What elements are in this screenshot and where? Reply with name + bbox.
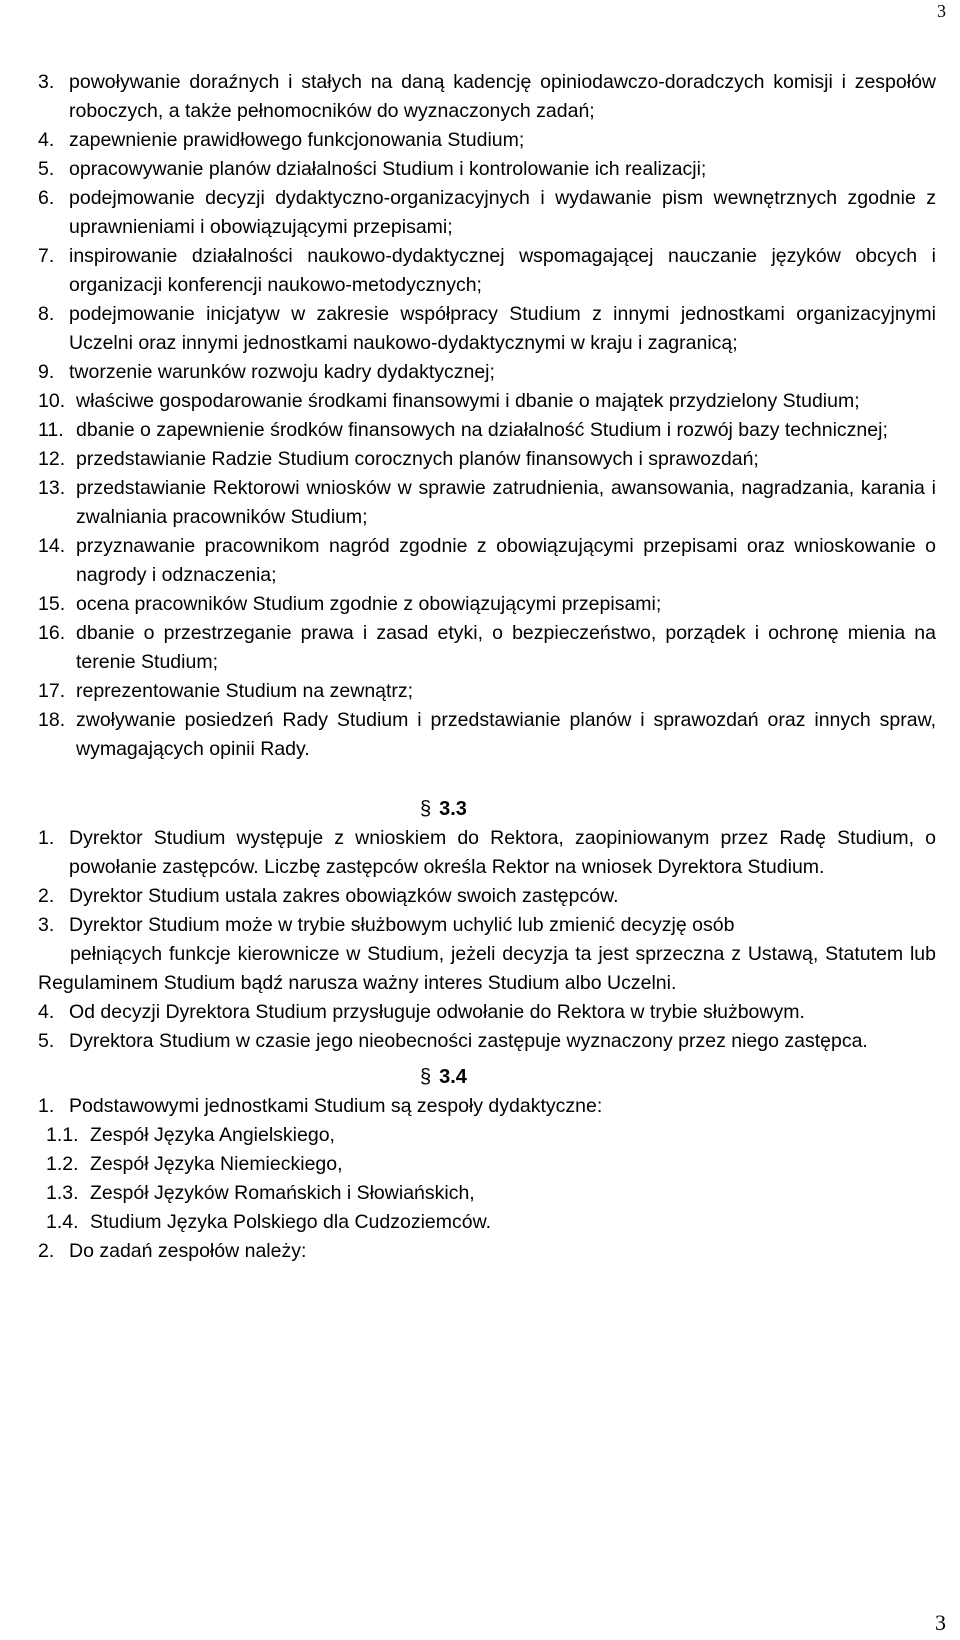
list-item: 5. opracowywanie planów działalności Studium i kontrolowanie ich realizacji; <box>38 158 707 180</box>
list-item: 3. Dyrektor Studium może w trybie służbowym uchylić lub zmienić decyzję osób <box>38 914 735 936</box>
section-heading-3-3: § 3.3 <box>420 798 467 820</box>
section-heading-3-4: § 3.4 <box>420 1066 467 1088</box>
section-3-3-list <box>38 824 936 1056</box>
sub-list-item: 1.4. Studium Języka Polskiego dla Cudzoziemców. <box>46 1211 492 1233</box>
list-item: 5. Dyrektora Studium w czasie jego nieobecności zastępuje wyznaczony przez niego zastępca. <box>38 1030 868 1052</box>
list-item: 14. przyznawanie pracownikom nagród zgodnie z obowiązującymi przepisami oraz wnioskowanie o nagrody i odznaczenia; <box>38 535 936 586</box>
section-sign: § <box>420 1066 432 1088</box>
list-item: 2. Do zadań zespołów należy: <box>38 1240 307 1262</box>
list-item: 1. Dyrektor Studium występuje z wnioskiem do Rektora, zaopiniowanym przez Radę Studium, o powołanie zastępców. Liczbę zastępców określa Rektor na wniosek Dyrektora Studium. <box>38 827 936 878</box>
list-item: 9. tworzenie warunków rozwoju kadry dydaktycznej; <box>38 361 495 383</box>
list-item: 11. dbanie o zapewnienie środków finansowych na działalność Studium i rozwój bazy technicznej; <box>38 419 888 441</box>
list-item: 2. Dyrektor Studium ustala zakres obowiązków swoich zastępców. <box>38 885 619 907</box>
page-number-bottom: 3 <box>935 1610 946 1635</box>
duties-list <box>38 68 936 764</box>
sub-list-item: 1.3. Zespół Języków Romańskich i Słowiańskich, <box>46 1182 475 1204</box>
list-item: 13. przedstawianie Rektorowi wniosków w sprawie zatrudnienia, awansowania, nagradzania, karania i zwalniania pracowników Studium; <box>38 477 936 528</box>
list-item: 17. reprezentowanie Studium na zewnątrz; <box>38 680 414 702</box>
list-item: 3. powoływanie doraźnych i stałych na daną kadencję opiniodawczo-doradczych komisji i zespołów roboczych, a także pełnomocników do wyznaczonych zadań; <box>38 71 936 122</box>
list-item: 4. zapewnienie prawidłowego funkcjonowania Studium; <box>38 129 525 151</box>
page-number-top: 3 <box>937 1 946 21</box>
section-3-4-list <box>38 1092 936 1266</box>
list-item: 10. właściwe gospodarowanie środkami finansowymi i dbanie o majątek przydzielony Studium; <box>38 390 860 412</box>
document-body <box>38 68 936 1266</box>
section-sign: § <box>420 798 432 820</box>
list-item: 1. Podstawowymi jednostkami Studium są zespoły dydaktyczne: <box>38 1095 603 1117</box>
list-item: 6. podejmowanie decyzji dydaktyczno-organizacyjnych i wydawanie pism wewnętrznych zgodnie z uprawnieniami i obowiązującymi przepisami; <box>38 187 936 238</box>
list-item: 7. inspirowanie działalności naukowo-dydaktycznej wspomagającej nauczanie języków obcych i organizacji konferencji naukowo-metodycznych; <box>38 245 936 296</box>
list-item-continuation: pełniących funkcje kierownicze w Studium, jeżeli decyzja ta jest sprzeczna z Ustawą, Statutem lub Regulaminem Studium bądź narusza ważny interes Studium albo Uczelni. <box>38 943 936 994</box>
list-item: 16. dbanie o przestrzeganie prawa i zasad etyki, o bezpieczeństwo, porządek i ochronę mienia na terenie Studium; <box>38 622 936 673</box>
list-item: 8. podejmowanie inicjatyw w zakresie współpracy Studium z innymi jednostkami organizacyjnymi Uczelni oraz innymi jednostkami naukowo-dydaktycznymi w kraju i zagranicą; <box>38 303 936 354</box>
sub-list-item: 1.1. Zespół Języka Angielskiego, <box>46 1124 335 1146</box>
list-item: 12. przedstawianie Radzie Studium corocznych planów finansowych i sprawozdań; <box>38 448 759 470</box>
list-item: 15. ocena pracowników Studium zgodnie z obowiązującymi przepisami; <box>38 593 662 615</box>
list-item: 4. Od decyzji Dyrektora Studium przysługuje odwołanie do Rektora w trybie służbowym. <box>38 1001 805 1023</box>
sub-list-item: 1.2. Zespół Języka Niemieckiego, <box>46 1153 343 1175</box>
list-item: 18. zwoływanie posiedzeń Rady Studium i przedstawianie planów i sprawozdań oraz innych spraw, wymagających opinii Rady. <box>38 709 936 760</box>
